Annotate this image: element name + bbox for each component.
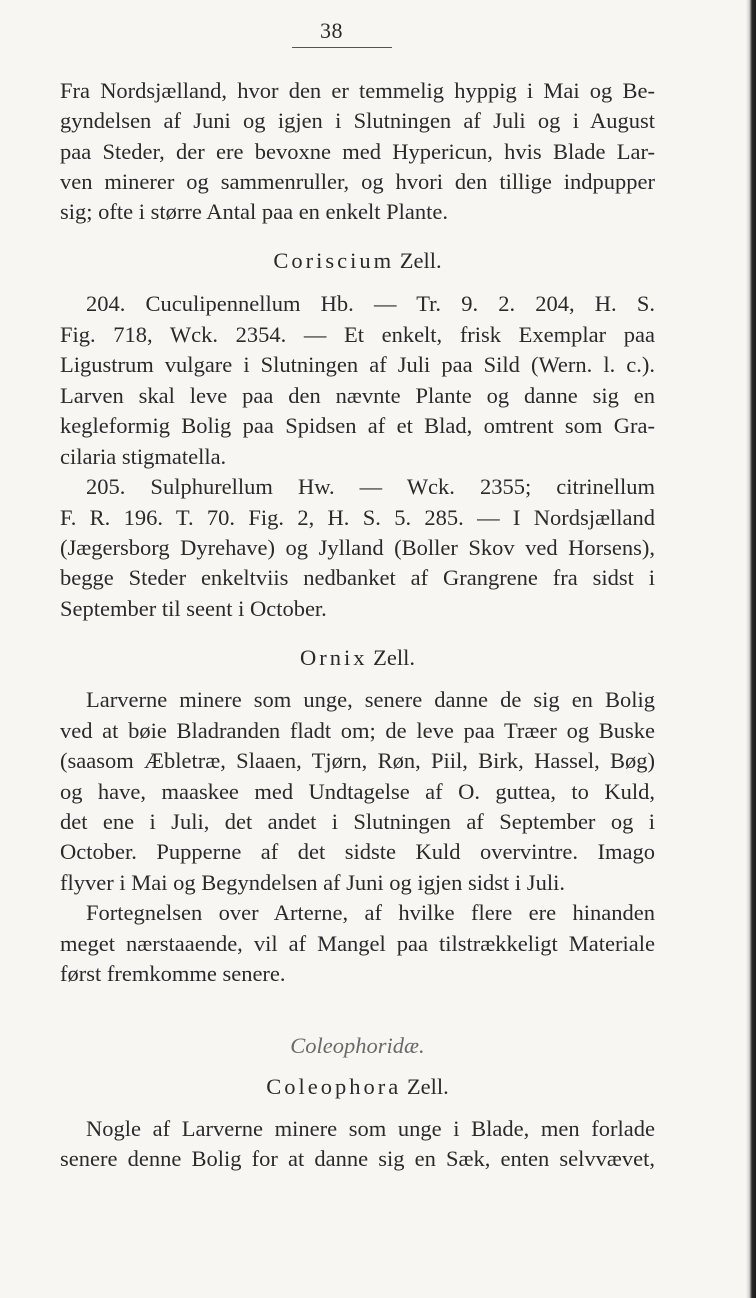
- genus-heading-coleophora: [60, 1072, 655, 1102]
- page-number: 38: [320, 18, 343, 43]
- genus-author: Zell.: [399, 248, 442, 273]
- page-edge-shadow: [746, 0, 756, 1298]
- genus-name: Coriscium: [273, 248, 395, 273]
- text-line: først fremkomme senere.: [60, 961, 286, 986]
- text-line: ven minerer og sammenruller, og hvori den tillige indpupper: [60, 169, 655, 194]
- text-line: senere denne Bolig for at danne sig en Sæk, enten selvvævet,: [60, 1146, 655, 1171]
- text-line: det ene i Juli, det andet i Slutningen af September og i: [60, 809, 655, 834]
- text-line: Fig. 718, Wck. 2354. — Et enkelt, frisk Exemplar paa: [60, 322, 655, 347]
- text-line: flyver i Mai og Begyndelsen af Juni og igjen sidst i Juli.: [60, 870, 565, 895]
- text-line: ved at bøie Bladranden fladt om; de leve paa Træer og Buske: [60, 718, 655, 743]
- family-heading: Coleophoridæ.: [290, 1033, 425, 1058]
- genus-name: Coleophora: [266, 1074, 402, 1099]
- text-line: F. R. 196. T. 70. Fig. 2, H. S. 5. 285. — I Nordsjælland: [60, 505, 655, 530]
- text-line: kegleformig Bolig paa Spidsen af et Blad, omtrent som Gra-: [60, 413, 655, 438]
- text-line: Larverne minere som unge, senere danne de sig en Bolig: [86, 687, 655, 712]
- text-line: 205. Sulphurellum Hw. — Wck. 2355; citrinellum: [86, 474, 655, 499]
- text-line: begge Steder enkeltviis nedbanket af Grangrene fra sidst i: [60, 565, 655, 590]
- text-line: 204. Cuculipennellum Hb. — Tr. 9. 2. 204, H. S.: [86, 291, 655, 316]
- text-line: Nogle af Larverne minere som unge i Blade, men forlade: [86, 1116, 655, 1141]
- genus-author: Zell.: [373, 645, 415, 670]
- text-line: September til seent i October.: [60, 596, 327, 621]
- text-line: paa Steder, der ere bevoxne med Hypericun, hvis Blade Lar-: [60, 139, 655, 164]
- text-line: Ligustrum vulgare i Slutningen af Juli paa Sild (Wern. l. c.).: [60, 352, 655, 377]
- genus-heading-coriscium: [60, 246, 655, 276]
- text-line: Larven skal leve paa den nævnte Plante og danne sig en: [60, 383, 655, 408]
- text-line: gyndelsen af Juni og igjen i Slutningen af Juli og i August: [60, 108, 655, 133]
- genus-name: Ornix: [300, 645, 368, 670]
- text-line: Fortegnelsen over Arterne, af hvilke flere ere hinanden: [86, 900, 655, 925]
- text-line: sig; ofte i større Antal paa en enkelt Plante.: [60, 199, 449, 224]
- page-number-rule: [292, 47, 392, 48]
- text-line: Fra Nordsjælland, hvor den er temmelig hyppig i Mai og Be-: [60, 78, 655, 103]
- genus-author: Zell.: [406, 1074, 449, 1099]
- text-line: October. Pupperne af det sidste Kuld overvintre. Imago: [60, 839, 655, 864]
- text-line: cilaria stigmatella.: [60, 444, 227, 469]
- text-line: meget nærstaaende, vil af Mangel paa tilstrækkeligt Materiale: [60, 931, 655, 956]
- text-line: (Jægersborg Dyrehave) og Jylland (Boller Skov ved Horsens),: [60, 535, 655, 560]
- text-line: og have, maaskee med Undtagelse af O. guttea, to Kuld,: [60, 779, 655, 804]
- genus-heading-ornix: [60, 643, 655, 673]
- text-line: (saasom Æbletræ, Slaaen, Tjørn, Røn, Piil, Birk, Hassel, Bøg): [60, 748, 655, 773]
